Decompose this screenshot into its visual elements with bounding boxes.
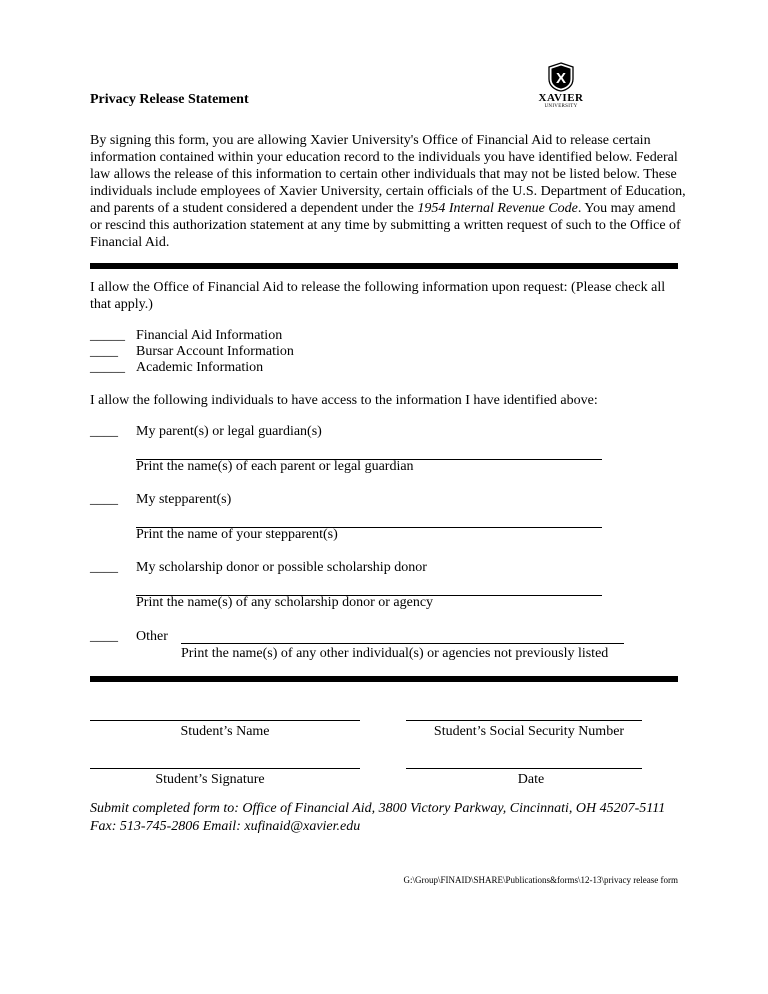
date-label: Date	[517, 772, 545, 787]
individual-caption: Print the name(s) of any other individual(s) or agencies not previously listed	[181, 646, 609, 661]
check-blank[interactable]: _____	[90, 328, 125, 343]
intro-italic: 1954 Internal Revenue Code	[417, 201, 578, 216]
individual-scholarship-donor	[90, 560, 690, 610]
date-line[interactable]	[406, 768, 642, 769]
check-blank[interactable]: ____	[90, 492, 118, 507]
individual-caption: Print the name(s) of any scholarship donor or agency	[136, 595, 434, 610]
logo-letter: X	[555, 70, 567, 87]
student-name-label: Student’s Name	[180, 724, 270, 739]
ssn-line[interactable]	[406, 720, 642, 721]
individual-label: My scholarship donor or possible scholarship donor	[136, 560, 427, 575]
file-path: G:\Group\FINAID\SHARE\Publications&forms\12-13\privacy release form	[403, 875, 678, 885]
submit-instructions	[90, 800, 690, 836]
signature-line[interactable]	[90, 768, 360, 769]
signature-label: Student’s Signature	[155, 772, 265, 787]
divider-rule	[90, 263, 678, 269]
divider-rule	[90, 676, 678, 682]
ssn-label: Student’s Social Security Number	[433, 724, 625, 739]
individual-caption: Print the name(s) of each parent or legal guardian	[136, 459, 414, 474]
intro-text-a: By signing this form, you are allowing Xavier University's Office of Financial Aid to release certain information contained within your education record to the individuals you have identified below. Federal law allows the release of this information to certain other individuals that may not be listed below. These individuals include employees of Xavier University, certain officials of the U.S. Department of Education, and parents of a student considered a dependent under the	[90, 133, 686, 216]
individual-label: Other	[136, 629, 168, 644]
individual-parent	[90, 424, 690, 474]
access-instruction: I allow the following individuals to have access to the information I have identified above:	[90, 393, 598, 408]
option-label: Financial Aid Information	[136, 328, 283, 343]
submit-line-2: Fax: 513-745-2806 Email: xufinaid@xavier.edu	[90, 819, 361, 834]
check-blank[interactable]: ____	[90, 344, 118, 359]
option-label: Bursar Account Information	[136, 344, 294, 359]
intro-paragraph	[90, 132, 686, 251]
release-option-academic[interactable]	[90, 360, 294, 376]
release-option-bursar[interactable]	[90, 344, 294, 360]
page-title: Privacy Release Statement	[90, 92, 249, 107]
shield-icon	[548, 62, 574, 92]
name-input-line[interactable]	[181, 643, 624, 644]
intro-text-b: . You may amend or rescind this authorization statement at any time by submitting a written request of such to the Office of Financial Aid.	[90, 201, 681, 250]
option-label: Academic Information	[136, 360, 264, 375]
check-blank[interactable]: ____	[90, 629, 118, 644]
release-option-financial-aid[interactable]	[90, 328, 294, 344]
check-blank[interactable]: ____	[90, 560, 118, 575]
individual-label: My stepparent(s)	[136, 492, 232, 507]
check-blank[interactable]: ____	[90, 424, 118, 439]
individual-label: My parent(s) or legal guardian(s)	[136, 424, 322, 439]
release-options	[90, 328, 294, 376]
xavier-logo	[536, 62, 586, 122]
logo-name: XAVIER	[538, 92, 584, 104]
student-name-line[interactable]	[90, 720, 360, 721]
submit-line-1: Submit completed form to: Office of Financial Aid, 3800 Victory Parkway, Cincinnati, OH 45207-5111	[90, 801, 666, 816]
individual-caption: Print the name of your stepparent(s)	[136, 527, 338, 542]
individual-stepparent	[90, 492, 690, 542]
release-instruction: I allow the Office of Financial Aid to release the following information upon request: (Please check all that apply.)	[90, 280, 666, 312]
individual-other	[90, 629, 690, 669]
logo-subtitle: UNIVERSITY	[544, 104, 578, 109]
check-blank[interactable]: _____	[90, 360, 125, 375]
